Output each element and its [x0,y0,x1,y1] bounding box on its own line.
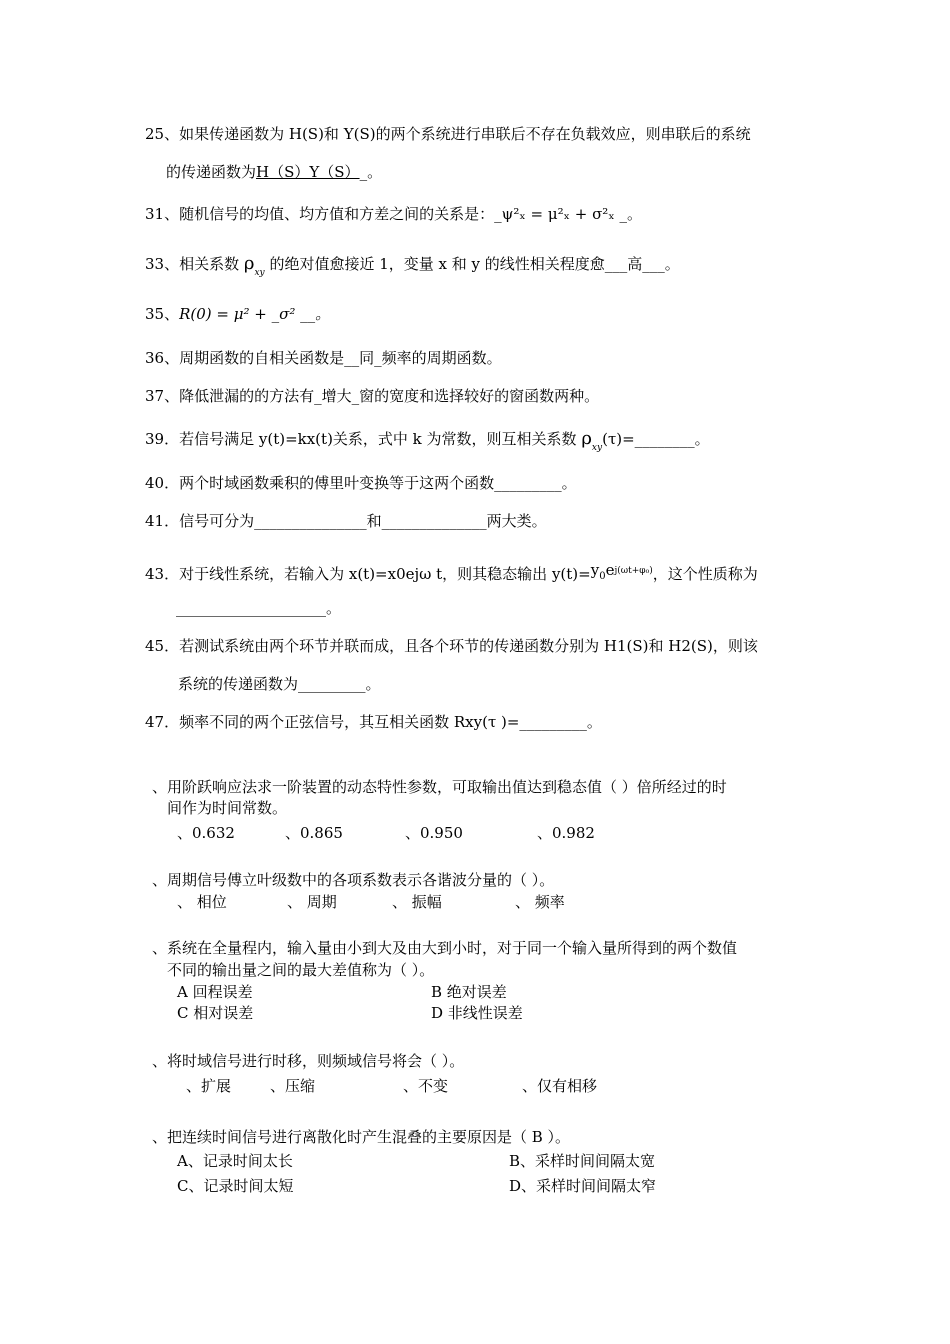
question-number: 37、 [145,387,180,405]
question-text: 信号可分为_______________和______________两大类。 [179,512,547,530]
question-number: 36、 [145,349,180,367]
choice-4-stem [152,1051,464,1071]
exponent: j(ωt+φ₀) [614,566,653,576]
formula: _ψ²ₓ = μ²ₓ + σ²ₓ _。 [494,205,642,223]
question-47 [145,712,602,732]
question-number: 35、 [145,305,180,323]
choice-2-option-d: 、 频率 [515,893,565,911]
choice-3-option-a: A 回程误差 [177,983,253,1001]
choice-4-option-a: 、扩展 [186,1077,232,1095]
choice-5-option-d: D、采样时间间隔太窄 [509,1177,657,1195]
answer-text: ___高___ [604,255,665,273]
question-number: 31、 [145,205,180,223]
exp-base: e [605,561,615,579]
choice-1-option-a: 、0.632 [177,824,235,842]
question-text: 如果传递函数为 H(S)和 Y(S)的两个系统进行串联后不存在负载效应，则串联后的系统 [179,125,751,143]
choice-3-stem-cont [167,960,434,980]
question-text: 对于线性系统，若输入为 x(t)=x0ejω t，则其稳态输出 y(t)= [179,565,591,583]
question-text: 两个时域函数乘积的傅里叶变换等于这两个函数_________。 [179,474,577,492]
stem-text: 、周期信号傅立叶级数中的各项系数表示各谐波分量的（ ）。 [152,871,555,889]
choice-5-option-b: B、采样时间间隔太宽 [509,1152,656,1170]
choice-2-option-b: 、 周期 [287,893,337,911]
question-text: 若信号满足 y(t)=kx(t)关系，式中 k 为常数，则互相关系数 [179,430,577,448]
answer-text: H（S）Y（S） [256,163,360,181]
question-35 [145,304,330,324]
choice-1-option-c: 、0.950 [405,824,463,842]
question-43-line2 [176,598,341,618]
choice-3-option-c: C 相对误差 [177,1004,254,1022]
question-text: 的绝对值愈接近 1，变量 x 和 y 的线性相关程度愈 [269,255,605,273]
question-number: 43． [145,565,180,583]
question-40 [145,473,577,493]
question-text: 周期函数的自相关函数是__同_频率的周期函数。 [179,349,502,367]
choice-2-stem [152,870,554,890]
question-25-line2 [166,162,382,182]
question-36 [145,348,502,368]
choice-5-stem [152,1127,570,1147]
choice-5-option-a: A、记录时间太长 [177,1152,293,1170]
question-45-line2 [178,674,381,694]
y0-subscript: 0 [599,571,606,582]
rho-symbol: ρ [581,428,592,449]
rho-symbol: ρ [243,253,255,274]
question-text: 系统的传递函数为_________。 [178,675,381,693]
question-text: 的传递函数为 [166,163,257,181]
question-text: 相关系数 [179,255,240,273]
question-number: 33、 [145,255,180,273]
stem-text: 、将时域信号进行时移，则频域信号将会（ ）。 [152,1052,465,1070]
question-number: 40． [145,474,180,492]
blank: ____________________。 [176,599,342,617]
blank: =________。 [622,430,710,448]
choice-3-stem [152,938,737,958]
question-number: 41． [145,512,180,530]
formula: R(0) = μ² + _σ² __。 [179,305,331,323]
choice-4-option-b: 、压缩 [270,1077,316,1095]
choice-4-option-c: 、不变 [403,1077,449,1095]
question-43-line1 [145,560,758,587]
choice-2-option-a: 、 相位 [177,893,227,911]
stem-text: 、把连续时间信号进行离散化时产生混叠的主要原因是（ B ）。 [152,1128,571,1146]
question-41 [145,511,547,531]
stem-text: 间作为时间常数。 [167,799,288,817]
question-33 [145,254,680,283]
question-number: 47． [145,713,180,731]
choice-1-stem [152,777,727,797]
stem-text: 不同的输出量之间的最大差值称为（ ）。 [167,961,435,979]
stem-text: 、系统在全量程内，输入量由小到大及由大到小时，对于同一个输入量所得到的两个数值 [152,939,738,957]
choice-3-option-d: D 非线性误差 [431,1004,523,1022]
question-45-line1 [145,636,758,656]
question-text: 若测试系统由两个环节并联而成，且各个环节的传递函数分别为 H1(S)和 H2(S)，则该 [179,637,758,655]
question-text: 频率不同的两个正弦信号，其互相关函数 Rxy(τ )=_________。 [179,713,602,731]
choice-2-option-c: 、 振幅 [392,893,442,911]
question-text: 降低泄漏的的方法有_增大_窗的宽度和选择较好的窗函数两种。 [179,387,600,405]
question-25-line1 [145,124,751,144]
question-39 [145,429,710,458]
subscript: xy [591,443,603,453]
stem-text: 、用阶跃响应法求一阶装置的动态特性参数，可取输出值达到稳态值（ ）倍所经过的时 [152,778,727,796]
question-31 [145,204,642,224]
question-tail: _。 [359,163,383,181]
question-number: 39． [145,430,180,448]
choice-1-option-d: 、0.982 [537,824,595,842]
choice-1-option-b: 、0.865 [285,824,343,842]
question-tail: 。 [664,255,680,273]
choice-5-option-c: C、记录时间太短 [177,1177,294,1195]
choice-1-stem-cont [167,798,287,818]
question-number: 25、 [145,125,180,143]
question-text: 随机信号的均值、均方值和方差之间的关系是： [179,205,495,223]
choice-3-option-b: B 绝对误差 [431,983,507,1001]
tau-arg: (τ) [602,430,623,448]
question-text: ，这个性质称为 [652,565,758,583]
y0-symbol: y [590,561,600,579]
question-37 [145,386,599,406]
question-number: 45． [145,637,180,655]
subscript: xy [254,268,265,278]
choice-4-option-d: 、仅有相移 [522,1077,598,1095]
